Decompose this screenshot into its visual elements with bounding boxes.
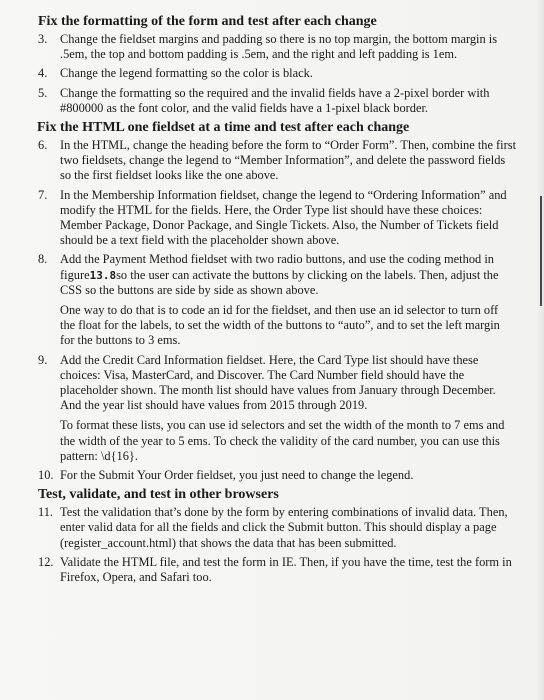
section-formatting	[38, 14, 516, 116]
list-item	[38, 66, 516, 81]
item-text: Change the formatting so the required and the invalid fields have a 2-pixel border with #800000 as the font color, and the valid fields have a 1-pixel black border.	[60, 85, 490, 115]
item-number: 10.	[38, 468, 54, 483]
item-text: Validate the HTML file, and test the form in IE. Then, if you have the time, test the form in Firefox, Opera, and Safari too.	[60, 554, 512, 585]
item-number: 3.	[38, 32, 48, 46]
item-text: For the Submit Your Order fieldset, you just need to change the legend.	[60, 468, 414, 483]
step-list	[38, 505, 516, 585]
section-html	[38, 120, 516, 483]
item-number: 4.	[38, 66, 48, 81]
list-item	[38, 188, 516, 249]
item-number: 5.	[38, 85, 48, 100]
item-number: 8.	[38, 252, 48, 267]
item-text	[60, 252, 516, 298]
page-edge-shadow	[536, 0, 544, 700]
list-item	[38, 86, 516, 116]
item-text: Change the legend formatting so the color is black.	[60, 66, 313, 81]
item-text: In the HTML, change the heading before the form to “Order Form”. Then, combine the first two fieldsets, change the legend to “Member Information”, and delete the password fields so the first fieldset looks like the one above.	[60, 138, 517, 183]
list-item	[38, 555, 516, 585]
list-item	[38, 468, 516, 483]
section-heading: Fix the HTML one fieldset at a time and test after each change	[37, 120, 410, 136]
item-text: To format these lists, you can use id selectors and set the width of the month to 7 ems and the width of the year to 5 ems. To check the validity of the card number, you can use this pattern: \d{16}.	[60, 418, 505, 463]
item-number: 7.	[38, 187, 48, 202]
section-heading: Test, validate, and test in other browsers	[38, 487, 279, 503]
list-item	[38, 32, 516, 62]
list-item	[38, 505, 516, 551]
item-text: In the Membership Information fieldset, change the legend to “Ordering Information” and modify the HTML for the fields. Here, the Order Type list should have these choices: Member Package, Donor Package, and Single Tickets. Also, the Number of Tickets field should be a text field with the placeholder shown above.	[60, 187, 507, 248]
item-text-part: Add the Payment Method fieldset with two radio buttons, and use the coding method in figure	[60, 252, 494, 282]
item-text: Test the validation that’s done by the form by entering combinations of invalid data. Then, enter valid data for all the fields and click the Submit button. This should display a page (register_account.html) that shows the data that has been submitted.	[60, 505, 508, 550]
item-text: Change the fieldset margins and padding so there is no top margin, the bottom margin is .5em, the top and bottom padding is .5em, and the right and left padding is 1em.	[60, 32, 498, 62]
list-item	[38, 138, 516, 184]
item-number: 6.	[38, 138, 48, 153]
item-number: 9.	[38, 352, 48, 367]
figure-reference: 13.8	[89, 268, 117, 282]
step-list	[38, 138, 516, 483]
document-content	[38, 14, 516, 589]
item-text: One way to do that is to code an id for the fieldset, and then use an id selector to turn off the float for the labels, to set the width of the buttons to “auto”, and to set the left margin for the buttons to 3 ems.	[60, 303, 500, 348]
list-item	[38, 353, 516, 464]
item-number: 11.	[38, 505, 54, 520]
item-text: Add the Credit Card Information fieldset. Here, the Card Type list should have these choices: Visa, MasterCard, and Discover. The Card Number field should have the placeholder shown. The month list should have values from January through December. And the year list should have values from 2015 through 2019.	[60, 352, 496, 413]
list-item	[38, 252, 516, 348]
section-testing	[38, 487, 516, 585]
item-text-part: so the user can activate the buttons by clicking on the labels. Then, adjust the CSS so the buttons are side by side as shown above.	[60, 267, 499, 297]
section-heading: Fix the formatting of the form and test after each change	[38, 14, 377, 29]
item-number: 12.	[38, 554, 54, 569]
step-list	[38, 32, 516, 116]
